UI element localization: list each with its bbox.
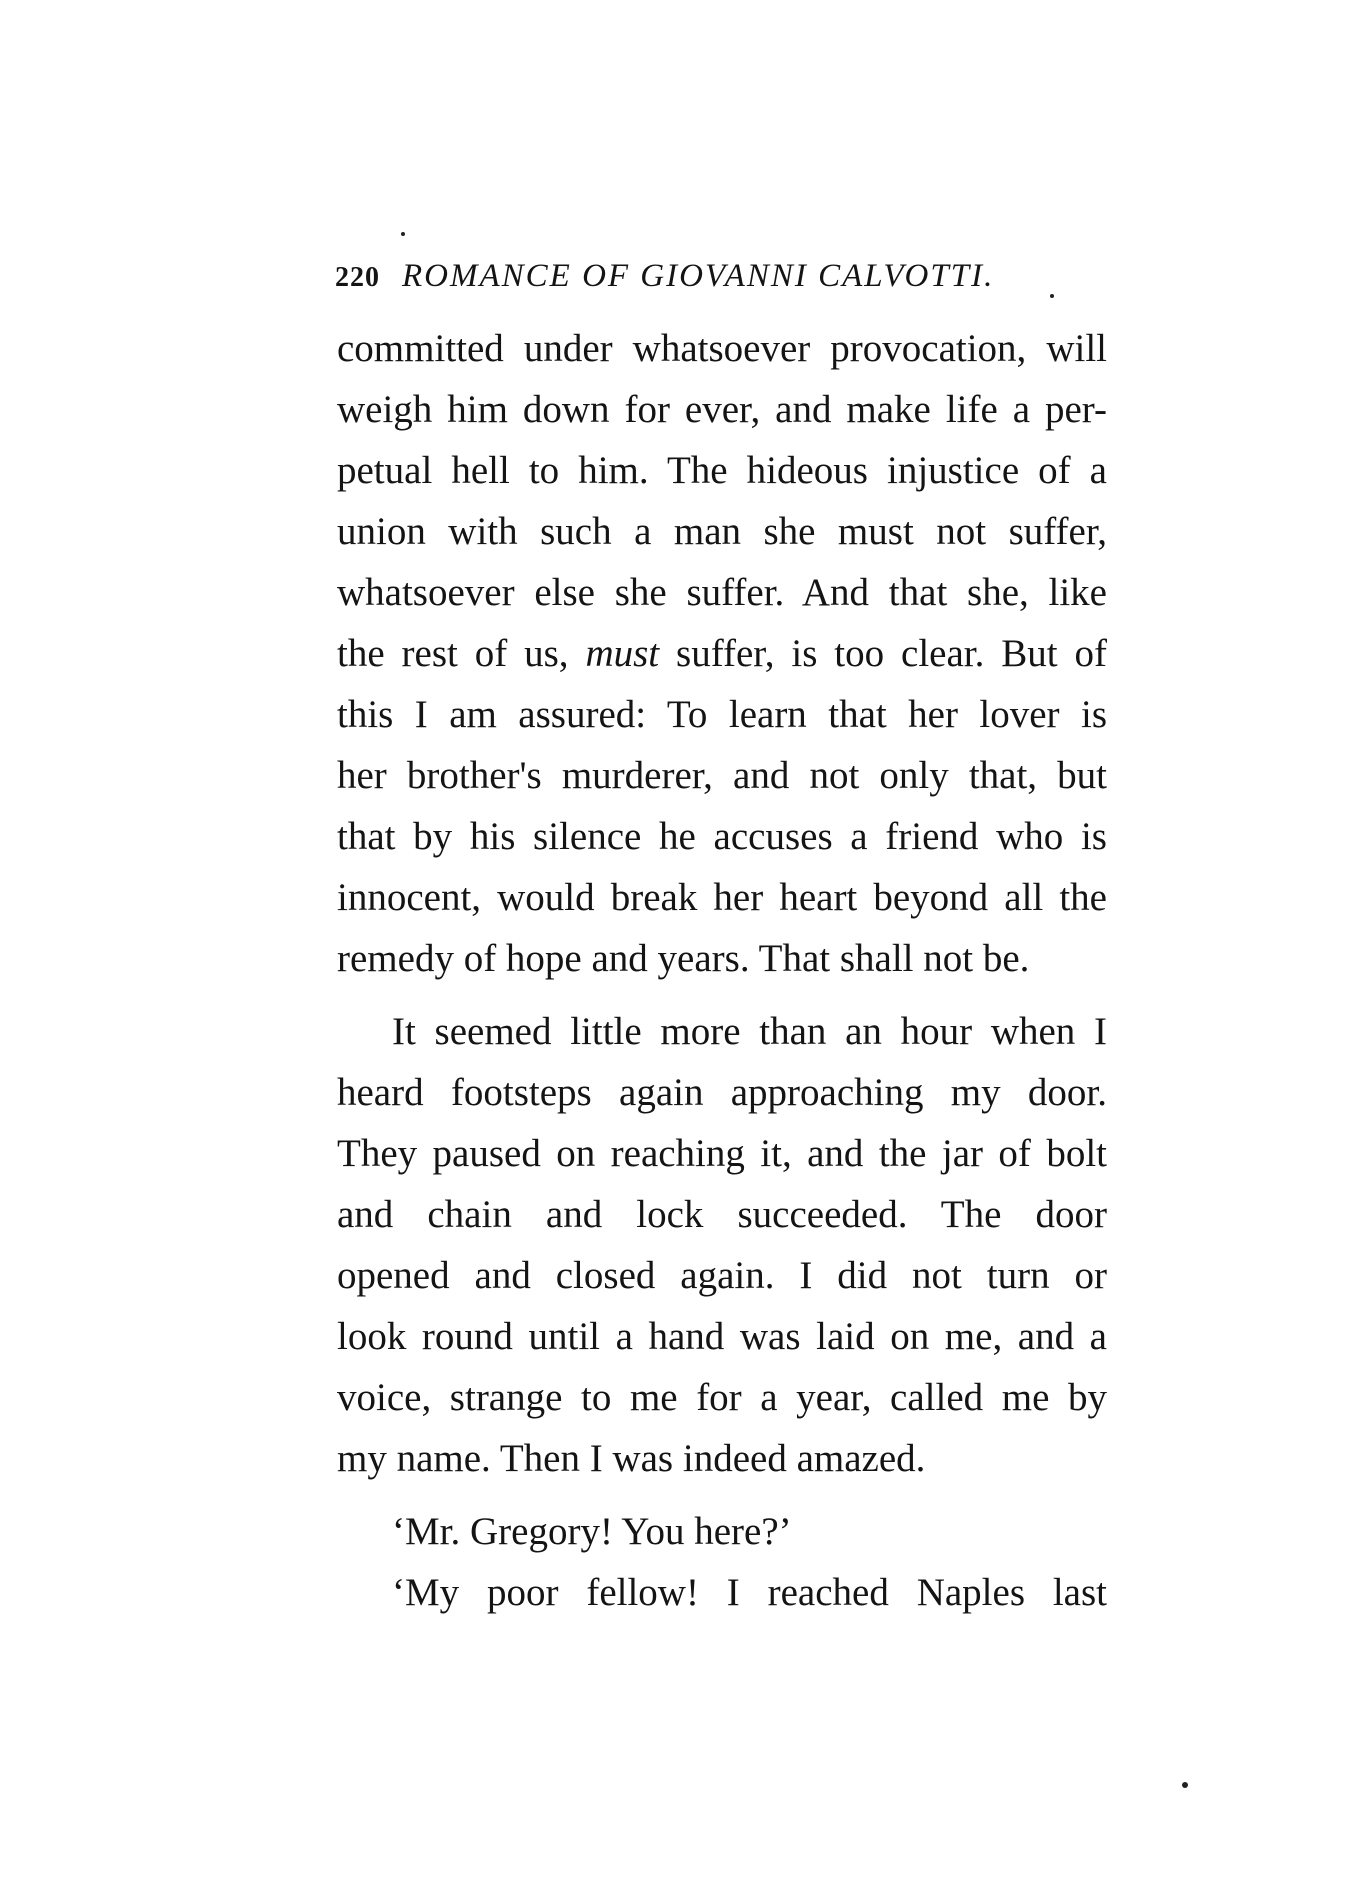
dialogue-line: ‘Mr. Gregory! You here?’	[392, 1510, 792, 1553]
text-line: her brother's murderer, and not only that, but	[337, 754, 1107, 797]
text-line: opened and closed again. I did not turn or	[337, 1254, 1107, 1297]
text-line: They paused on reaching it, and the jar of bolt	[337, 1132, 1107, 1175]
text-line: innocent, would break her heart beyond all the	[337, 876, 1107, 919]
text-segment: suffer, is too clear. But of	[659, 632, 1108, 675]
text-line: whatsoever else she suffer. And that she, like	[337, 571, 1107, 614]
text-line: It seemed little more than an hour when I	[392, 1010, 1107, 1053]
text-line: weigh him down for ever, and make life a per-	[337, 388, 1107, 431]
text-line: petual hell to him. The hideous injustice of a	[337, 449, 1107, 492]
dialogue-line: ‘My poor fellow! I reached Naples last	[392, 1571, 1107, 1614]
text-segment: the rest of us,	[337, 632, 586, 675]
running-header	[335, 258, 1105, 298]
emphasized-word: must	[585, 632, 660, 675]
paragraph-gap	[337, 1489, 1107, 1501]
running-title: ROMANCE OF GIOVANNI CALVOTTI.	[402, 258, 995, 294]
text-line: look round until a hand was laid on me, and a	[337, 1315, 1107, 1358]
print-speck	[1182, 1782, 1188, 1788]
text-line: voice, strange to me for a year, called me by	[337, 1376, 1107, 1419]
text-line: remedy of hope and years. That shall not be.	[337, 937, 1030, 980]
text-line: this I am assured: To learn that her lover is	[337, 693, 1107, 736]
print-speck	[1050, 294, 1054, 298]
text-line: heard footsteps again approaching my door.	[337, 1071, 1107, 1114]
text-line: my name. Then I was indeed amazed.	[337, 1437, 926, 1480]
print-speck	[401, 232, 405, 236]
text-line: that by his silence he accuses a friend who is	[337, 815, 1107, 858]
text-line: and chain and lock succeeded. The door	[337, 1193, 1107, 1236]
text-line-with-emphasis	[337, 623, 1107, 684]
page-number: 220	[335, 262, 380, 293]
text-line: committed under whatsoever provocation, will	[337, 327, 1107, 370]
text-line: union with such a man she must not suffer,	[337, 510, 1107, 553]
paragraph-gap	[337, 989, 1107, 1001]
body-text	[337, 318, 1107, 1623]
